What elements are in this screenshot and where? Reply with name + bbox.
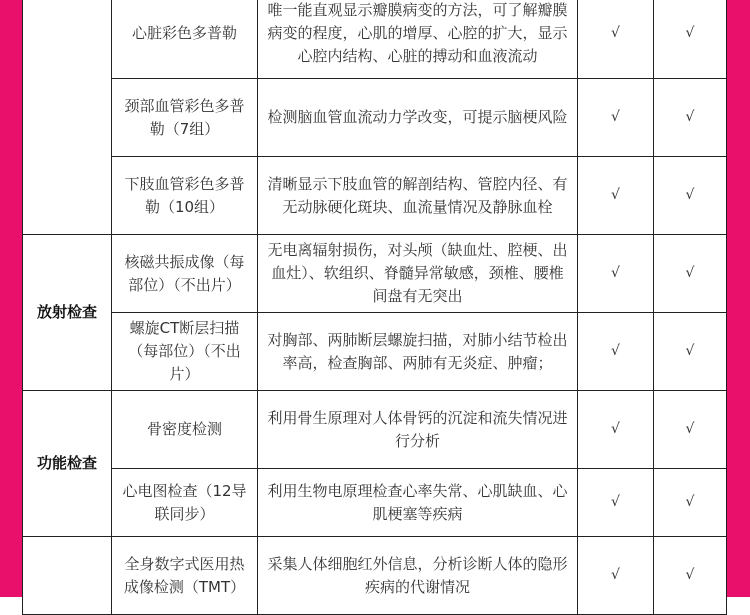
check-mark: √ <box>578 391 654 469</box>
table-row <box>23 537 727 615</box>
check-mark: √ <box>654 157 727 235</box>
table-row <box>23 79 727 157</box>
item-name: 心脏彩色多普勒 <box>112 0 258 79</box>
check-mark: √ <box>654 391 727 469</box>
item-name: 全身数字式医用热成像检测（TMT） <box>112 537 258 615</box>
check-mark: √ <box>578 157 654 235</box>
right-border-bar <box>726 0 750 597</box>
item-name: 骨密度检测 <box>112 391 258 469</box>
item-description: 对胸部、两肺断层螺旋扫描，对肺小结节检出率高，检查胸部、两肺有无炎症、肿瘤； <box>258 313 578 391</box>
category-cell <box>23 537 112 615</box>
check-mark: √ <box>578 313 654 391</box>
item-description: 无电离辐射损伤，对头颅（缺血灶、腔梗、出血灶）、软组织、脊髓异常敏感，颈椎、腰椎间盘有无突出 <box>258 235 578 313</box>
item-description: 利用生物电原理检查心率失常、心肌缺血、心肌梗塞等疾病 <box>258 469 578 537</box>
item-description: 检测脑血管血流动力学改变，可提示脑梗风险 <box>258 79 578 157</box>
check-mark: √ <box>654 0 727 79</box>
check-mark: √ <box>654 313 727 391</box>
item-name: 下肢血管彩色多普勒（10组） <box>112 157 258 235</box>
check-mark: √ <box>578 469 654 537</box>
left-border-bar <box>0 0 22 597</box>
item-name: 核磁共振成像（每部位）（不出片） <box>112 235 258 313</box>
check-mark: √ <box>578 537 654 615</box>
table-row <box>23 157 727 235</box>
category-cell <box>23 0 112 235</box>
table-row <box>23 235 727 313</box>
check-mark: √ <box>578 79 654 157</box>
item-description: 唯一能直观显示瓣膜病变的方法，可了解瓣膜病变的程度，心肌的增厚、心腔的扩大，显示心腔内结构、心脏的搏动和血液流动 <box>258 0 578 79</box>
item-description: 采集人体细胞红外信息，分析诊断人体的隐形疾病的代谢情况 <box>258 537 578 615</box>
item-name: 心电图检查（12导联同步） <box>112 469 258 537</box>
item-name: 颈部血管彩色多普勒（7组） <box>112 79 258 157</box>
check-mark: √ <box>654 235 727 313</box>
table-row <box>23 391 727 469</box>
check-mark: √ <box>654 79 727 157</box>
item-description: 清晰显示下肢血管的解剖结构、管腔内径、有无动脉硬化斑块、血流量情况及静脉血栓 <box>258 157 578 235</box>
check-mark: √ <box>578 235 654 313</box>
check-mark: √ <box>654 537 727 615</box>
item-name: 螺旋CT断层扫描（每部位）（不出片） <box>112 313 258 391</box>
table-row <box>23 469 727 537</box>
table-row <box>23 313 727 391</box>
category-cell: 放射检查 <box>23 235 112 391</box>
check-mark: √ <box>654 469 727 537</box>
item-description: 利用骨生原理对人体骨钙的沉淀和流失情况进行分析 <box>258 391 578 469</box>
exam-items-table <box>22 0 727 615</box>
table-row <box>23 0 727 79</box>
category-cell: 功能检查 <box>23 391 112 537</box>
check-mark: √ <box>578 0 654 79</box>
